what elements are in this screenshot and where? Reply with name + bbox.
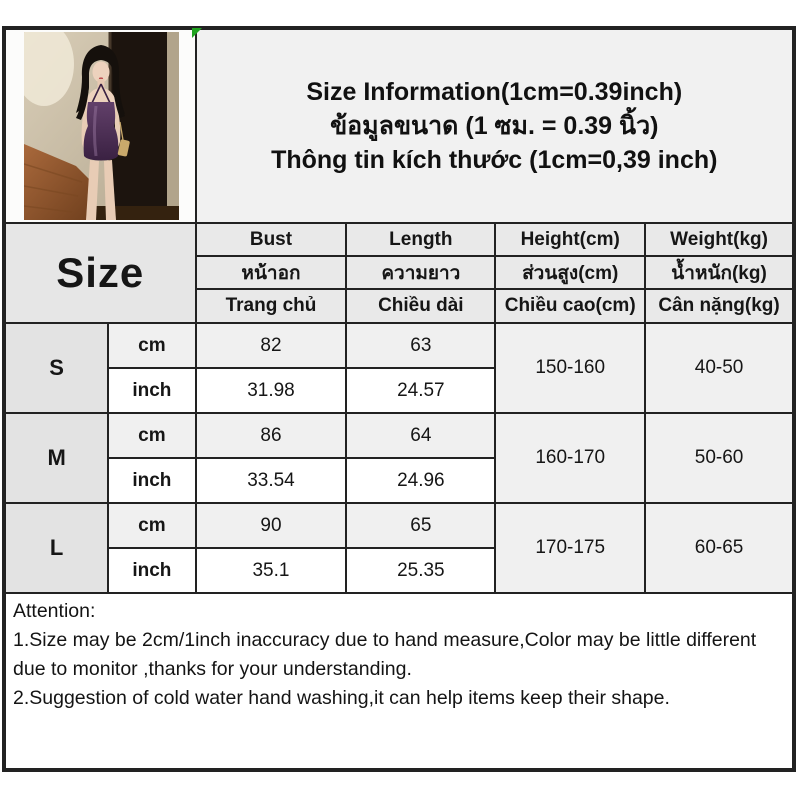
- length-inch-m: 24.96: [347, 459, 494, 502]
- col-header-length-vi: Chiều dài: [347, 290, 494, 322]
- bust-inch-m: 33.54: [197, 459, 346, 502]
- size-column-header: Size: [6, 224, 195, 322]
- col-header-length-en: Length: [347, 224, 494, 255]
- product-photo-cell: [6, 30, 195, 222]
- bust-cm-l: 90: [197, 504, 346, 547]
- col-header-height-vi: Chiều cao(cm): [496, 290, 644, 322]
- attention-line-1: 1.Size may be 2cm/1inch inaccuracy due to hand measure,Color may be little different due to monitor ,thanks for your understanding.: [13, 629, 757, 680]
- col-header-bust-th: หน้าอก: [197, 257, 346, 288]
- length-inch-s: 24.57: [347, 369, 494, 412]
- weight-range-m: 50-60: [646, 414, 792, 502]
- col-header-bust-vi: Trang chủ: [197, 290, 346, 322]
- title-thai: ข้อมูลขนาด (1 ซม. = 0.39 นิ้ว): [330, 112, 659, 140]
- bust-inch-l: 35.1: [197, 549, 346, 592]
- size-row-label-m: M: [6, 414, 107, 502]
- col-header-bust-en: Bust: [197, 224, 346, 255]
- length-cm-s: 63: [347, 324, 494, 367]
- unit-label-inch-s: inch: [109, 369, 194, 412]
- col-header-length-th: ความยาว: [347, 257, 494, 288]
- bust-cm-m: 86: [197, 414, 346, 457]
- height-range-s: 150-160: [496, 324, 644, 412]
- unit-label-cm-l: cm: [109, 504, 194, 547]
- bust-inch-s: 31.98: [197, 369, 346, 412]
- size-info-title: [197, 30, 792, 222]
- length-cm-l: 65: [347, 504, 494, 547]
- height-range-l: 170-175: [496, 504, 644, 592]
- unit-label-cm-s: cm: [109, 324, 194, 367]
- size-row-label-s: S: [6, 324, 107, 412]
- attention-heading: Attention:: [13, 600, 96, 622]
- col-header-weight-vi: Cân nặng(kg): [646, 290, 792, 322]
- model-illustration: [24, 32, 179, 220]
- length-cm-m: 64: [347, 414, 494, 457]
- col-header-weight-th: น้ำหนัก(kg): [646, 257, 792, 288]
- height-range-m: 160-170: [496, 414, 644, 502]
- unit-label-cm-m: cm: [109, 414, 194, 457]
- product-photo: [24, 32, 179, 220]
- unit-label-inch-m: inch: [109, 459, 194, 502]
- title-english: Size Information(1cm=0.39inch): [306, 78, 683, 106]
- unit-label-inch-l: inch: [109, 549, 194, 592]
- bust-cm-s: 82: [197, 324, 346, 367]
- attention-note: [6, 594, 792, 768]
- weight-range-l: 60-65: [646, 504, 792, 592]
- size-chart-table: [2, 26, 796, 772]
- col-header-height-en: Height(cm): [496, 224, 644, 255]
- col-header-weight-en: Weight(kg): [646, 224, 792, 255]
- cell-corner-flag-icon: [192, 28, 202, 38]
- title-vietnamese: Thông tin kích thước (1cm=0,39 inch): [271, 146, 718, 174]
- weight-range-s: 40-50: [646, 324, 792, 412]
- col-header-height-th: ส่วนสูง(cm): [496, 257, 644, 288]
- attention-line-2: 2.Suggestion of cold water hand washing,it can help items keep their shape.: [13, 687, 670, 709]
- size-row-label-l: L: [6, 504, 107, 592]
- length-inch-l: 25.35: [347, 549, 494, 592]
